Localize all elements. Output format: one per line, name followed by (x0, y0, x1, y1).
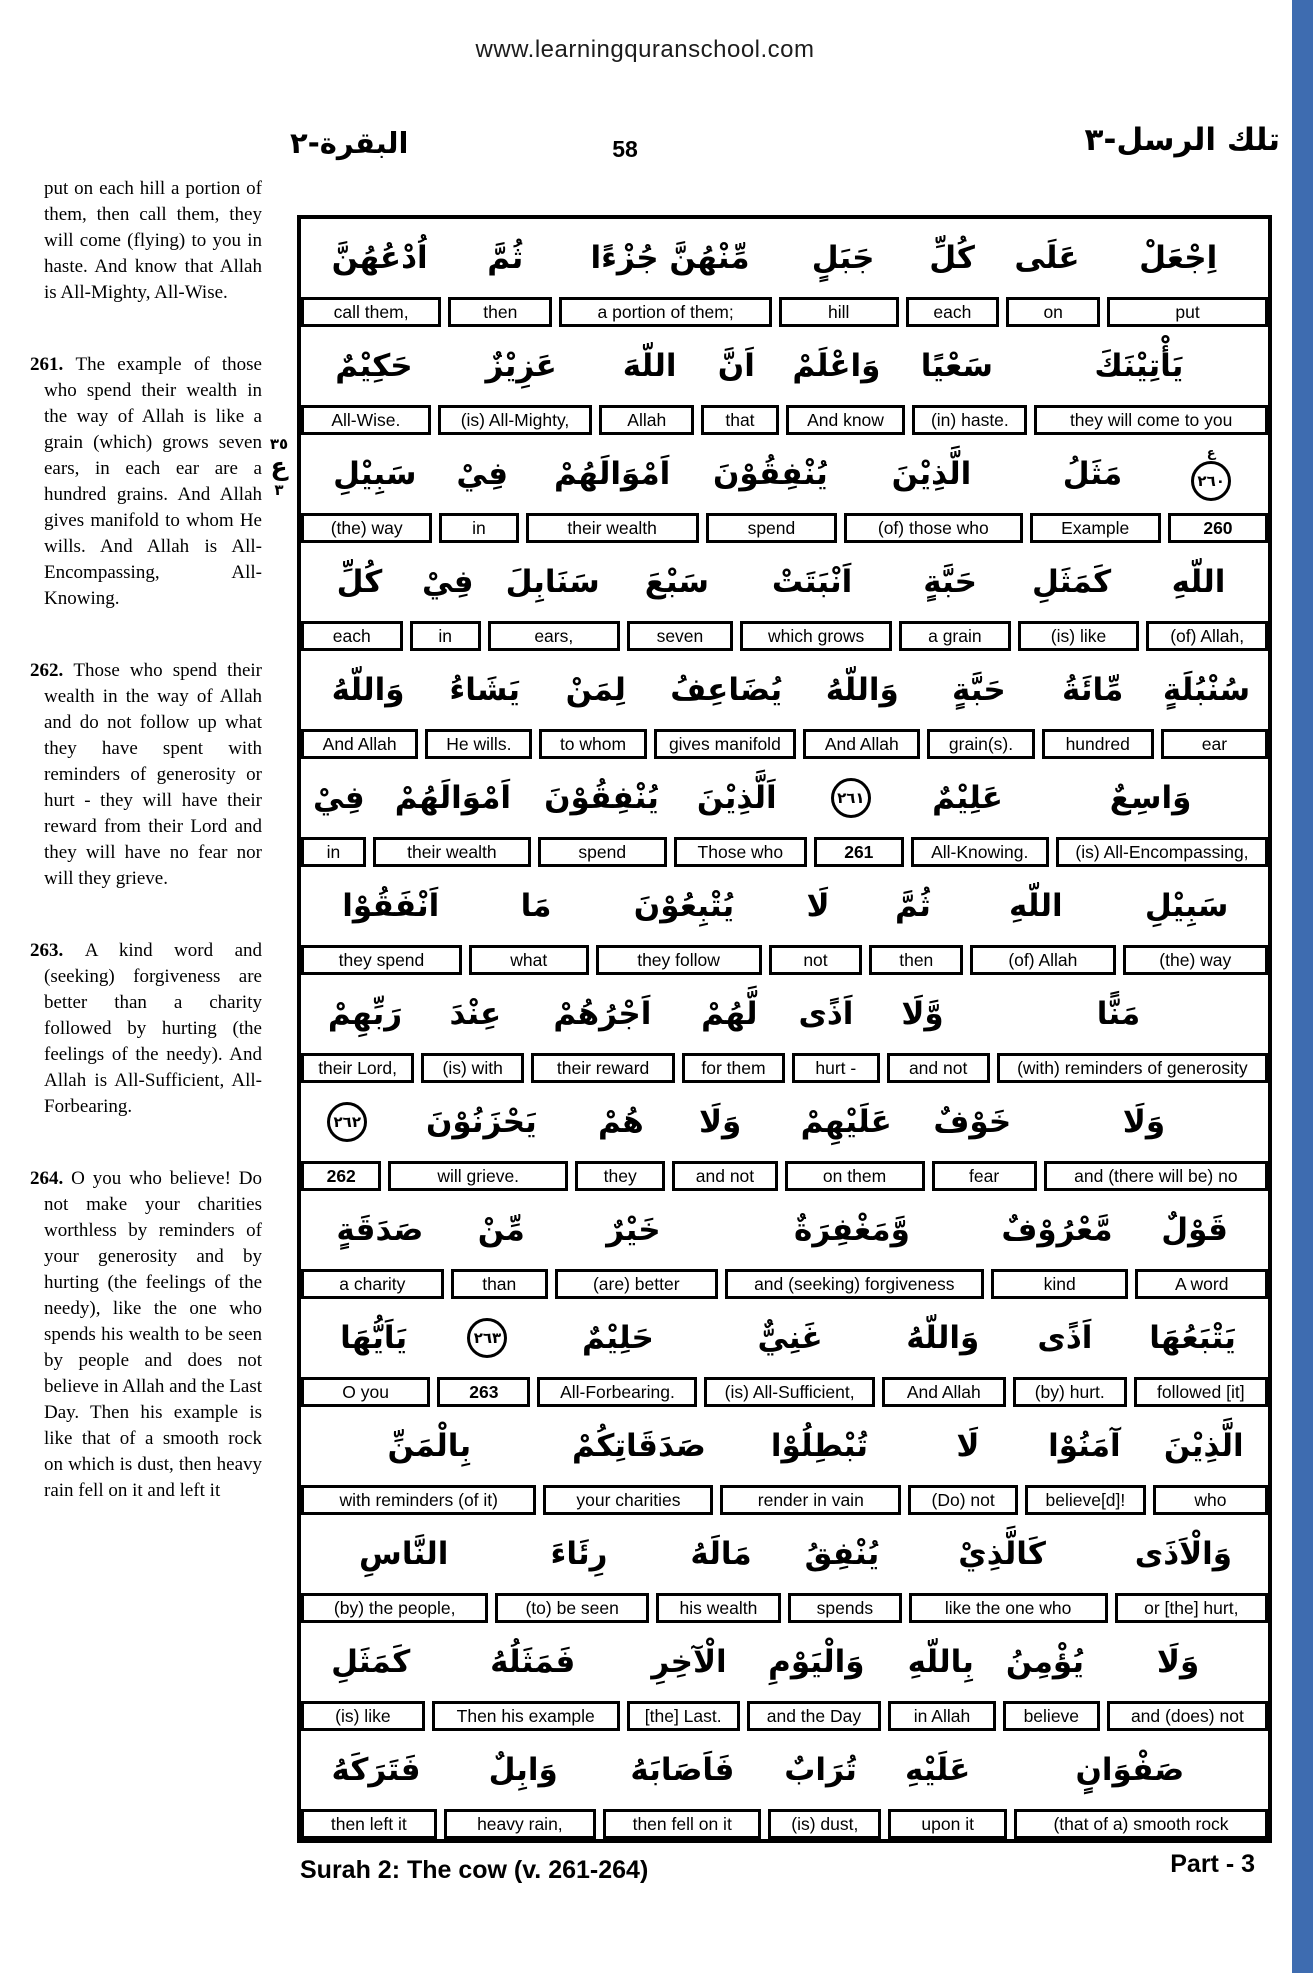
arabic-word: اَجْرُهُمْ (553, 996, 652, 1032)
word-translation: 260 (1168, 513, 1268, 543)
arabic-row (301, 1191, 1268, 1269)
arabic-word: الَّذِيْنَ (1163, 1428, 1244, 1464)
word-translation: to whom (539, 729, 646, 759)
arabic-word: وَاسِعٌ (1109, 780, 1192, 816)
arabic-word: فِيْ (421, 564, 474, 600)
arabic-word: عَزِيْزٌ (485, 348, 557, 384)
ayah-number-circle: ٢٦٠ (1191, 461, 1231, 501)
word-translation: and the Day (747, 1701, 881, 1731)
arabic-word: فَاَصَابَهُ (630, 1752, 735, 1788)
word-translation: then left it (301, 1809, 437, 1839)
word-translation: a grain (899, 621, 1011, 651)
word-translation: what (469, 945, 589, 975)
arabic-word: فِيْ (313, 780, 365, 816)
arabic-word: سَعْيًا (920, 348, 994, 384)
word-translation: then (448, 297, 552, 327)
footer-surah-label: Surah 2: The cow (v. 261-264) (300, 1856, 649, 1884)
word-translation: your charities (543, 1485, 713, 1515)
translation-row (301, 1053, 1268, 1083)
word-translation: heavy rain, (444, 1809, 597, 1839)
arabic-word: مَّعْرُوْفٌ (1001, 1212, 1113, 1248)
verse-number: 262. (30, 660, 74, 681)
word-translation: on them (785, 1161, 925, 1191)
word-translation: and (there will be) no (1044, 1161, 1268, 1191)
word-translation: Allah (599, 405, 694, 435)
arabic-word: يَتْبَعُهَا (1149, 1320, 1236, 1356)
arabic-row (301, 327, 1268, 405)
ayah-number-circle: ٢٦٣ (467, 1318, 507, 1358)
word-translation: (to) be seen (495, 1593, 648, 1623)
arabic-word: اَلَّذِيْنَ (696, 780, 777, 816)
word-translation: their Lord, (301, 1053, 414, 1083)
arabic-word: رَبِّهِمْ (327, 996, 403, 1032)
arabic-word: مَثَلُ (1062, 456, 1123, 492)
arabic-word: لَا (806, 888, 830, 924)
arabic-word: عَلِيْمٌ (932, 780, 1003, 816)
translation-row (301, 1701, 1268, 1731)
translation-row (301, 729, 1268, 759)
arabic-row (301, 1623, 1268, 1701)
word-translation: and not (887, 1053, 990, 1083)
arabic-word: وَالْيَوْمِ (768, 1644, 865, 1680)
arabic-word: يُضَاعِفُ (670, 672, 783, 708)
arabic-word: عَلَيْهِ (905, 1752, 971, 1788)
ayah-marker (440, 1318, 534, 1358)
translation-row (301, 837, 1268, 867)
arabic-word: وَّمَغْفِرَةٌ (794, 1212, 910, 1248)
arabic-word: فَمَثَلُهُ (490, 1644, 576, 1680)
arabic-word: يَشَاءُ (449, 672, 521, 708)
word-translation: spend (538, 837, 667, 867)
arabic-word: تُبْطِلُوْا (770, 1428, 869, 1464)
arabic-word: رِئَاءَ (550, 1536, 608, 1572)
word-translation: their wealth (526, 513, 699, 543)
translation-row (301, 1377, 1268, 1407)
arabic-word: وَابِلٌ (488, 1752, 558, 1788)
ruku-index: ٣ (274, 481, 284, 499)
word-translation: for them (682, 1053, 785, 1083)
word-translation: kind (991, 1269, 1129, 1299)
word-translation: (that of a) smooth rock (1014, 1809, 1268, 1839)
arabic-word: سَبِيْلِ (1144, 888, 1229, 924)
word-translation: not (769, 945, 863, 975)
arabic-word: تُرَابٌ (784, 1752, 857, 1788)
arabic-word: صَدَقَةٍ (336, 1212, 424, 1248)
word-translation: which grows (740, 621, 892, 651)
translation-row (301, 513, 1268, 543)
word-translation: they follow (596, 945, 762, 975)
arabic-row (301, 1083, 1268, 1161)
translation-row (301, 1161, 1268, 1191)
arabic-word: كُلِّ (929, 240, 975, 276)
arabic-word: وَاللّهُ (825, 672, 899, 708)
word-translation: 261 (814, 837, 903, 867)
arabic-word: مِّنْ (477, 1212, 525, 1248)
ayah-marker (806, 778, 896, 818)
arabic-word: ثُمَّ (894, 888, 931, 924)
arabic-word: مِّنْهُنَّ جُزْءًا (590, 240, 750, 276)
word-translation: believe (1003, 1701, 1100, 1731)
word-translation: Then his example (432, 1701, 620, 1731)
word-translation: then (869, 945, 963, 975)
arabic-word: يَأْتِيْنَكَ (1094, 348, 1184, 384)
surah-name-arabic: البقرة-٢ (290, 126, 409, 160)
translation-paragraph: 264. O you who believe! Do not make your charities worthless by reminders of your generosity and by hurting (the feelings of the needy), like the one who spends his wealth to be seen by people and does not believe in Allah and the Last Day. Then his example is like that of a smooth rock on which is dust, then heavy rain fell on it and left it (30, 1168, 263, 1501)
word-translation: ears, (488, 621, 620, 651)
arabic-word: جَبَلٍ (811, 240, 875, 276)
word-translation: He wills. (425, 729, 532, 759)
translation-row (301, 945, 1268, 975)
translation-row (301, 1593, 1268, 1623)
word-translation: in Allah (888, 1701, 996, 1731)
arabic-word: مَنًّا (1096, 996, 1141, 1032)
arabic-word: اللّهَ (622, 348, 677, 384)
translation-paragraph: put on each hill a portion of them, then call them, they will come (flying) to you in haste. And know that Allah is All-Mighty, All-Wise. (44, 178, 262, 303)
arabic-word: اِجْعَلْ (1139, 240, 1218, 276)
arabic-row (301, 543, 1268, 621)
arabic-word: صَفْوَانٍ (1075, 1752, 1185, 1788)
word-translation: in (410, 621, 481, 651)
word-translation: a charity (301, 1269, 444, 1299)
ayah-number-circle: ٢٦٢ (327, 1102, 367, 1142)
word-translation: in (301, 837, 366, 867)
word-translation: (is) with (421, 1053, 524, 1083)
translation-paragraph: 263. A kind word and (seeking) forgiveness are better than a charity followed by hurting (the feelings of the needy). And Allah is All-Sufficient, All-Forbearing. (30, 940, 262, 1117)
word-translation: (is) dust, (768, 1809, 881, 1839)
arabic-word: بِاللّهِ (907, 1644, 974, 1680)
word-translation: they spend (301, 945, 462, 975)
arabic-row (301, 1299, 1268, 1377)
ruku-margin-marker (264, 436, 294, 499)
arabic-word: قَوْلٌ (1161, 1212, 1228, 1248)
arabic-word: وَالْاَذَى (1134, 1536, 1233, 1572)
word-translation: spend (706, 513, 837, 543)
word-translation: [the] Last. (627, 1701, 740, 1731)
arabic-word: كَمَثَلِ (1032, 564, 1112, 600)
word-translation: like the one who (909, 1593, 1108, 1623)
ayah-number-circle: ٢٦١ (831, 778, 871, 818)
word-translation: believe[d]! (1025, 1485, 1146, 1515)
page-number: 58 (612, 136, 638, 162)
arabic-word: يُتْبِعُوْنَ (633, 888, 735, 924)
word-translation: call them, (301, 297, 441, 327)
word-translation: in (439, 513, 518, 543)
arabic-word: الَّذِيْنَ (891, 456, 972, 492)
word-translation: (by) hurt. (1013, 1377, 1127, 1407)
arabic-word: لِمَنْ (565, 672, 626, 708)
word-translation: than (451, 1269, 548, 1299)
ruku-count: ٣٥ (269, 435, 289, 453)
word-translation: with reminders (of it) (301, 1485, 536, 1515)
arabic-word: النَّاسِ (359, 1536, 449, 1572)
arabic-word: يُنْفِقُوْنَ (712, 456, 828, 492)
arabic-row (301, 1515, 1268, 1593)
arabic-word: الْآخِرِ (651, 1644, 727, 1680)
arabic-word: وَلَا (1156, 1644, 1200, 1680)
arabic-word: عِنْدَ (449, 996, 502, 1032)
arabic-word: كَمَثَلِ (331, 1644, 411, 1680)
arabic-word: سَنَابِلَ (505, 564, 600, 600)
arabic-word: غَنِيٌّ (757, 1320, 823, 1356)
word-translation: his wealth (656, 1593, 781, 1623)
arabic-word: يُنْفِقُ (804, 1536, 880, 1572)
ruku-letter: ع (270, 452, 288, 482)
word-translation: and (does) not (1107, 1701, 1268, 1731)
arabic-word: اَذًى (798, 996, 854, 1032)
arabic-word: وَاللّهُ (906, 1320, 980, 1356)
word-translation: ear (1161, 729, 1268, 759)
arabic-word: كُلِّ (336, 564, 383, 600)
word-translation: (the) way (301, 513, 432, 543)
word-translation: All-Forbearing. (537, 1377, 697, 1407)
arabic-word: اللّهِ (1008, 888, 1063, 924)
word-translation: put (1107, 297, 1268, 327)
arabic-word: اَمْوَالَهُمْ (554, 456, 671, 492)
word-translation: (is) All-Encompassing, (1056, 837, 1268, 867)
word-translation: seven (627, 621, 734, 651)
word-translation: grain(s). (927, 729, 1034, 759)
arabic-word: اَذًى (1037, 1320, 1093, 1356)
word-translation: And know (786, 405, 906, 435)
translation-row (301, 1809, 1268, 1839)
word-translation: (with) reminders of generosity (997, 1053, 1268, 1083)
word-translation: who (1153, 1485, 1268, 1515)
word-translation: Those who (674, 837, 808, 867)
arabic-word: عَلَى (1014, 240, 1080, 276)
translation-row (301, 405, 1268, 435)
translation-row (301, 297, 1268, 327)
arabic-word: صَدَقَاتِكُمْ (572, 1428, 706, 1464)
word-translation: (is) All-Sufficient, (704, 1377, 874, 1407)
arabic-word: يَحْزَنُوْنَ (425, 1104, 537, 1140)
word-translation: they will come to you (1034, 405, 1268, 435)
word-translation: 263 (437, 1377, 530, 1407)
blue-edge-bar (1292, 0, 1313, 1973)
arabic-word: حَبَّةٍ (923, 564, 978, 600)
arabic-word: هُمْ (597, 1104, 644, 1140)
arabic-word: لَّهُمْ (701, 996, 758, 1032)
ruku-letter: ع (1206, 446, 1216, 461)
arabic-word: مَالَهُ (690, 1536, 752, 1572)
arabic-row (301, 1407, 1268, 1485)
word-translation: Example (1030, 513, 1161, 543)
arabic-word: كَالَّذِيْ (958, 1536, 1046, 1572)
arabic-word: وَاعْلَمْ (792, 348, 881, 384)
word-translation: on (1006, 297, 1100, 327)
arabic-word: سُنْبُلَةٍ (1162, 672, 1251, 708)
arabic-word: اَنْبَتَتْ (771, 564, 853, 600)
translation-sidebar (30, 176, 262, 1550)
word-translation: each (906, 297, 1000, 327)
arabic-row (301, 651, 1268, 729)
juz-name-arabic: تلك الرسل-٣ (1084, 122, 1280, 158)
arabic-word: فَتَرَكَهُ (331, 1752, 421, 1788)
arabic-word: سَبِيْلِ (333, 456, 417, 492)
arabic-word: يُؤْمِنُ (1005, 1644, 1085, 1680)
word-translation: hurt - (792, 1053, 880, 1083)
word-translation: will grieve. (388, 1161, 568, 1191)
word-translation: and not (672, 1161, 777, 1191)
word-translation: (Do) not (908, 1485, 1018, 1515)
verse-number: 264. (30, 1168, 72, 1189)
word-translation: they (575, 1161, 665, 1191)
arabic-word: ثُمَّ (487, 240, 524, 276)
word-translation: render in vain (720, 1485, 901, 1515)
word-translation: (of) Allah, (1146, 621, 1268, 651)
translation-paragraph: 261. The example of those who spend their wealth in the way of Allah is like a grain (which) grows seven ears, in each ear are a hundred grains. And Allah gives manifold to whom He wills. And Allah is All-Encompassing, All-Knowing. (30, 354, 262, 609)
word-translation: (by) the people, (301, 1593, 488, 1623)
arabic-word: وَلَا (698, 1104, 742, 1140)
word-translation: hill (779, 297, 899, 327)
word-translation: All-Wise. (301, 405, 431, 435)
word-translation: their reward (531, 1053, 675, 1083)
word-translation: O you (301, 1377, 430, 1407)
word-translation: a portion of them; (559, 297, 772, 327)
word-translation: (is) like (1018, 621, 1140, 651)
ayah-marker (1160, 447, 1262, 501)
arabic-word: بِالْمَنِّ (387, 1428, 472, 1464)
ayah-marker (307, 1102, 387, 1142)
translation-row (301, 621, 1268, 651)
word-translation: And Allah (301, 729, 418, 759)
translation-paragraph: 262. Those who spend their wealth in the way of Allah and do not follow up what they have spent with reminders of generosity or hurt - they will have their reward from their Lord and they will have no fear nor will they grieve. (30, 660, 262, 889)
arabic-row (301, 219, 1268, 297)
arabic-word: اَنَّ (717, 348, 755, 384)
arabic-word: وَلَا (1122, 1104, 1166, 1140)
footer-part-label: Part - 3 (1170, 1850, 1255, 1878)
arabic-word: اَمْوَالَهُمْ (394, 780, 512, 816)
arabic-word: وَاللّهُ (331, 672, 405, 708)
word-translation: A word (1135, 1269, 1268, 1299)
arabic-word: مَا (520, 888, 552, 924)
translation-row (301, 1485, 1268, 1515)
arabic-word: عَلَيْهِمْ (800, 1104, 892, 1140)
arabic-row (301, 759, 1268, 837)
arabic-word: وَّلَا (901, 996, 944, 1032)
word-translation: (in) haste. (912, 405, 1027, 435)
word-translation: gives manifold (654, 729, 797, 759)
arabic-word: اَنْفَقُوْا (342, 888, 440, 924)
word-translation: And Allah (882, 1377, 1006, 1407)
arabic-word: لَا (956, 1428, 980, 1464)
arabic-word: خَيْرٌ (606, 1212, 661, 1248)
word-translation: (are) better (555, 1269, 718, 1299)
word-translation: each (301, 621, 403, 651)
word-translation: spends (788, 1593, 902, 1623)
word-translation: fear (932, 1161, 1037, 1191)
verse-number: 263. (30, 940, 85, 961)
arabic-word: حَلِيْمٌ (581, 1320, 654, 1356)
word-translation: (the) way (1123, 945, 1268, 975)
word-translation: upon it (888, 1809, 1007, 1839)
word-translation: (is) like (301, 1701, 425, 1731)
word-translation: and (seeking) forgiveness (725, 1269, 984, 1299)
arabic-row (301, 975, 1268, 1053)
arabic-word: اللّهِ (1171, 564, 1226, 600)
word-translation: All-Knowing. (911, 837, 1049, 867)
arabic-word: خَوْفٌ (933, 1104, 1012, 1140)
word-translation: their wealth (373, 837, 531, 867)
word-table (297, 215, 1272, 1843)
word-translation: hundred (1042, 729, 1154, 759)
word-translation: (of) Allah (970, 945, 1115, 975)
arabic-row (301, 435, 1268, 513)
arabic-row (301, 867, 1268, 945)
word-translation: that (701, 405, 778, 435)
arabic-word: فِيْ (456, 456, 509, 492)
arabic-word: آمَنُوْا (1048, 1428, 1121, 1464)
arabic-row (301, 1731, 1268, 1809)
arabic-word: سَبْعَ (644, 564, 710, 600)
translation-row (301, 1269, 1268, 1299)
word-translation: And Allah (803, 729, 920, 759)
word-translation: then fell on it (603, 1809, 761, 1839)
website-url: www.learningquranschool.com (475, 36, 815, 63)
arabic-word: اُدْعُهُنَّ (331, 240, 428, 276)
word-translation: (of) those who (844, 513, 1022, 543)
arabic-word: مِّائَةُ (1062, 672, 1124, 708)
arabic-word: حَبَّةٍ (951, 672, 1006, 708)
word-translation: or [the] hurt, (1115, 1593, 1268, 1623)
arabic-word: حَكِيْمٌ (335, 348, 413, 384)
arabic-word: يُنْفِقُوْنَ (544, 780, 659, 816)
word-translation: 262 (301, 1161, 381, 1191)
word-translation: followed [it] (1134, 1377, 1268, 1407)
arabic-word: يَاَيُّهَا (340, 1320, 408, 1356)
verse-number: 261. (30, 354, 76, 375)
word-translation: (is) All-Mighty, (438, 405, 592, 435)
